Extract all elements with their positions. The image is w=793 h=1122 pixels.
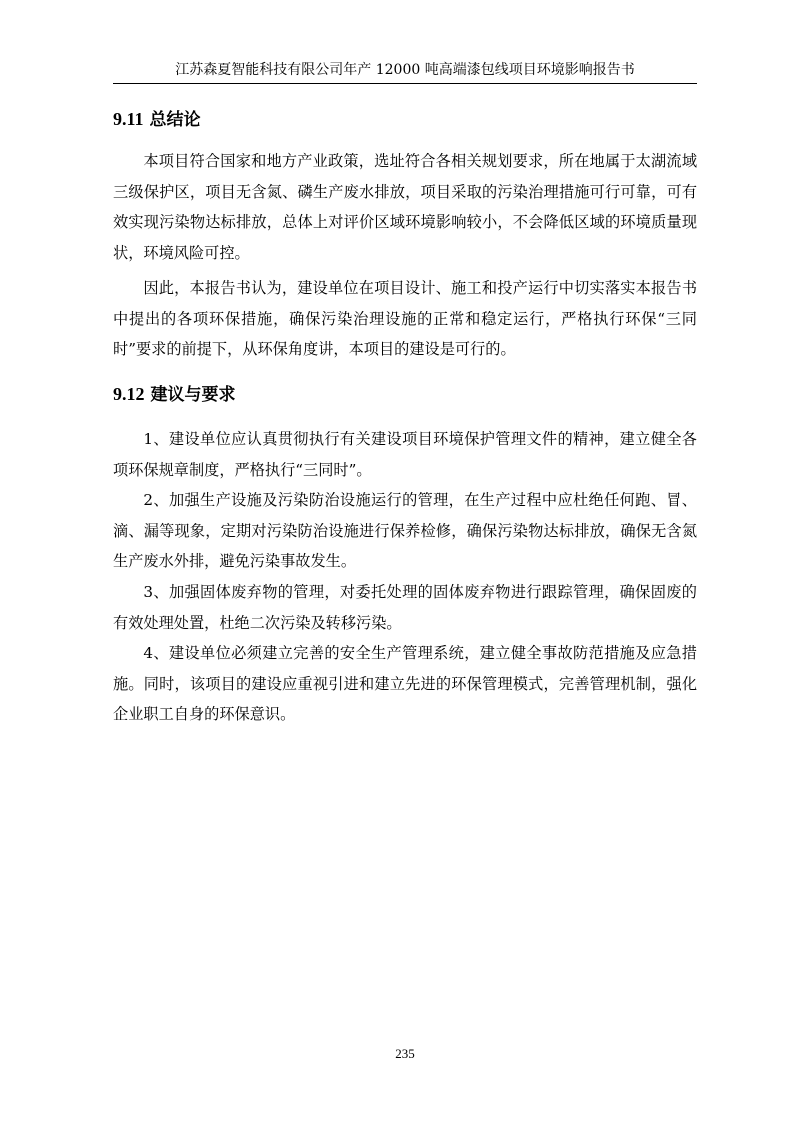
conclusion-paragraph-1: 本项目符合国家和地方产业政策，选址符合各相关规划要求，所在地属于太湖流域三级保护区，项目无含氮、磷生产废水排放，项目采取的污染治理措施可行可靠，可有效实现污染物达标排放，总体上对评价区域环境影响较小，不会降低区域的环境质量现状，环境风险可控。 xyxy=(113,152,697,262)
section-number: 9.11 xyxy=(113,109,144,129)
header-rule xyxy=(113,83,697,84)
recommendation-item-3: 3、加强固体废弃物的管理，对委托处理的固体废弃物进行跟踪管理，确保固废的有效处理处置，杜绝二次污染及转移污染。 xyxy=(113,583,697,632)
section-heading-conclusion xyxy=(113,107,697,132)
recommendation-item-1: 1、建设单位应认真贯彻执行有关建设项目环境保护管理文件的精神，建立健全各项环保规章制度，严格执行“三同时”。 xyxy=(113,430,697,479)
section-heading-recommendations xyxy=(113,382,697,407)
page-header: 江苏森夏智能科技有限公司年产 12000 吨高端漆包线项目环境影响报告书 xyxy=(175,62,635,78)
recommendation-item-4: 4、建设单位必须建立完善的安全生产管理系统，建立健全事故防范措施及应急措施。同时，该项目的建设应重视引进和建立先进的环保管理模式，完善管理机制，强化企业职工自身的环保意识。 xyxy=(113,644,697,723)
recommendation-item-2: 2、加强生产设施及污染防治设施运行的管理，在生产过程中应杜绝任何跑、冒、滴、漏等现象，定期对污染防治设施进行保养检修，确保污染物达标排放，确保无含氮生产废水外排，避免污染事故发生。 xyxy=(113,491,697,570)
section-number: 9.12 xyxy=(113,384,145,404)
section-title: 总结论 xyxy=(149,110,201,130)
conclusion-paragraph-2: 因此，本报告书认为，建设单位在项目设计、施工和投产运行中切实落实本报告书中提出的各项环保措施，确保污染治理设施的正常和稳定运行，严格执行环保“三同时”要求的前提下，从环保角度讲，本项目的建设是可行的。 xyxy=(113,279,697,358)
page-number: 235 xyxy=(395,1046,415,1061)
section-title: 建议与要求 xyxy=(150,385,236,405)
